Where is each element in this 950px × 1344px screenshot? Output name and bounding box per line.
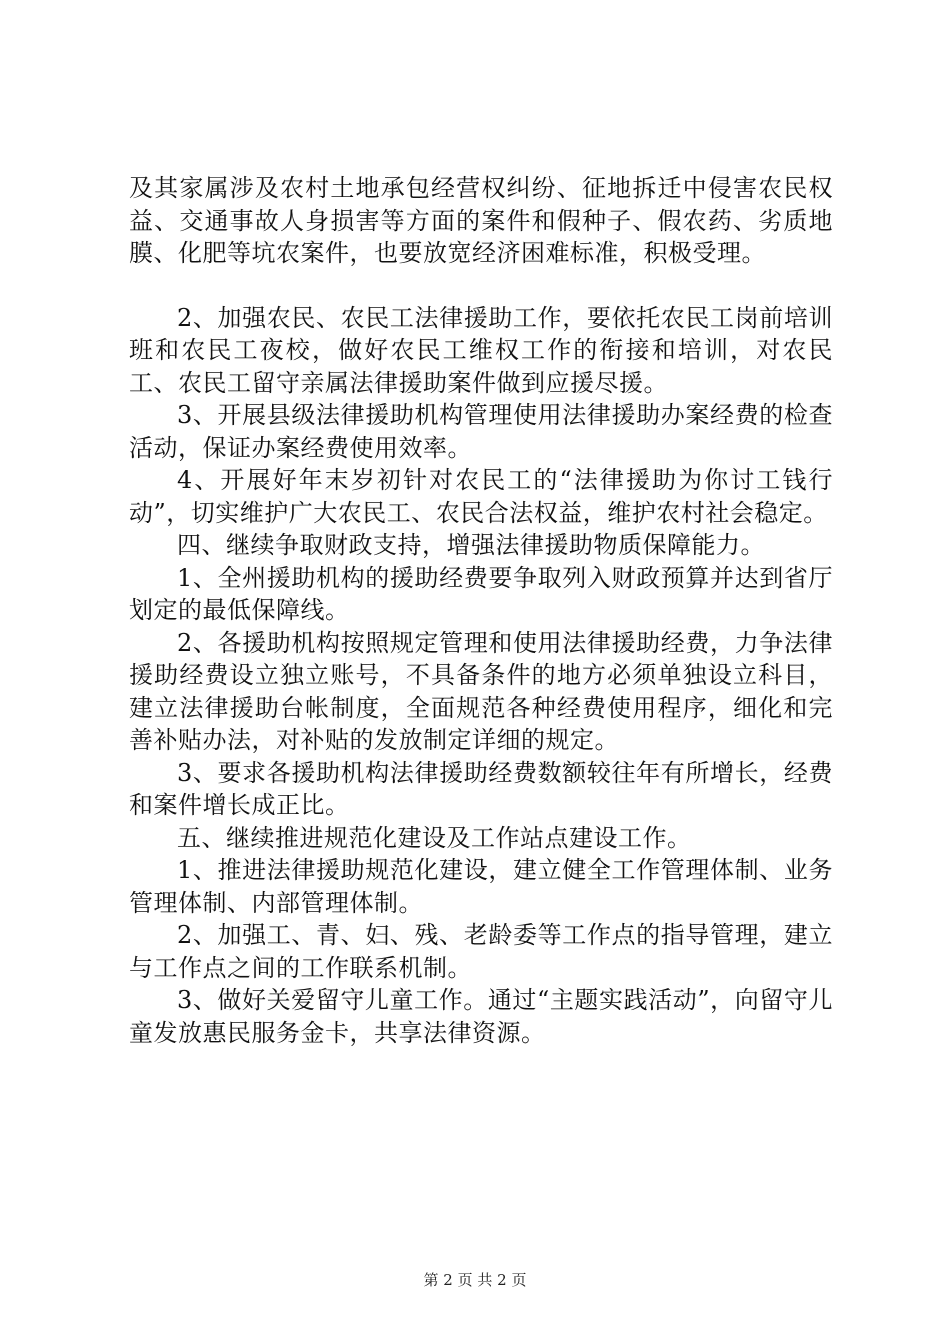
paragraph-item-2-fund-management: 2、各援助机构按照规定管理和使用法律援助经费，力争法律援助经费设立独立账号，不具备条件的地方必须单独设立科目，建立法律援助台帐制度，全面规范各种经费使用程序，细化和完善补贴办法，对补贴的发放制定详细的规定。	[129, 628, 833, 754]
paragraph-item-1-standardization: 1、推进法律援助规范化建设，建立健全工作管理体制、业务管理体制、内部管理体制。	[129, 856, 833, 917]
paragraph-item-2-migrant-workers: 2、加强农民、农民工法律援助工作，要依托农民工岗前培训班和农民工夜校，做好农民工维权工作的衔接和培训，对农民工、农民工留守亲属法律援助案件做到应援尽援。	[129, 303, 833, 397]
paragraph-continuation: 及其家属涉及农村土地承包经营权纠纷、征地拆迁中侵害农民权益、交通事故人身损害等方面的案件和假种子、假农药、劣质地膜、化肥等坑农案件，也要放宽经济困难标准，积极受理。	[129, 174, 833, 267]
document-body	[129, 172, 833, 1049]
paragraph-item-3-left-behind-children: 3、做好关爱留守儿童工作。通过“主题实践活动”，向留守儿童发放惠民服务金卡，共享法律资源。	[129, 986, 833, 1047]
paragraph-item-2-work-points: 2、加强工、青、妇、残、老龄委等工作点的指导管理，建立与工作点之间的工作联系机制。	[129, 921, 833, 982]
section-heading-4: 四、继续争取财政支持，增强法律援助物质保障能力。	[177, 531, 765, 559]
paragraph-item-1-budget: 1、全州援助机构的援助经费要争取列入财政预算并达到省厅划定的最低保障线。	[129, 563, 833, 624]
page-number-footer: 第 2 页 共 2 页	[423, 1271, 527, 1289]
paragraph-item-3-fund-growth: 3、要求各援助机构法律援助经费数额较往年有所增长，经费和案件增长成正比。	[129, 758, 833, 819]
section-heading-5: 五、继续推进规范化建设及工作站点建设工作。	[177, 823, 692, 852]
paragraph-item-4-wage-action: 4、开展好年末岁初针对农民工的“法律援助为你讨工钱行动”，切实维护广大农民工、农民合法权益，维护农村社会稳定。	[129, 466, 833, 527]
paragraph-item-3-fund-inspection: 3、开展县级法律援助机构管理使用法律援助办案经费的检查活动，保证办案经费使用效率。	[129, 401, 833, 462]
